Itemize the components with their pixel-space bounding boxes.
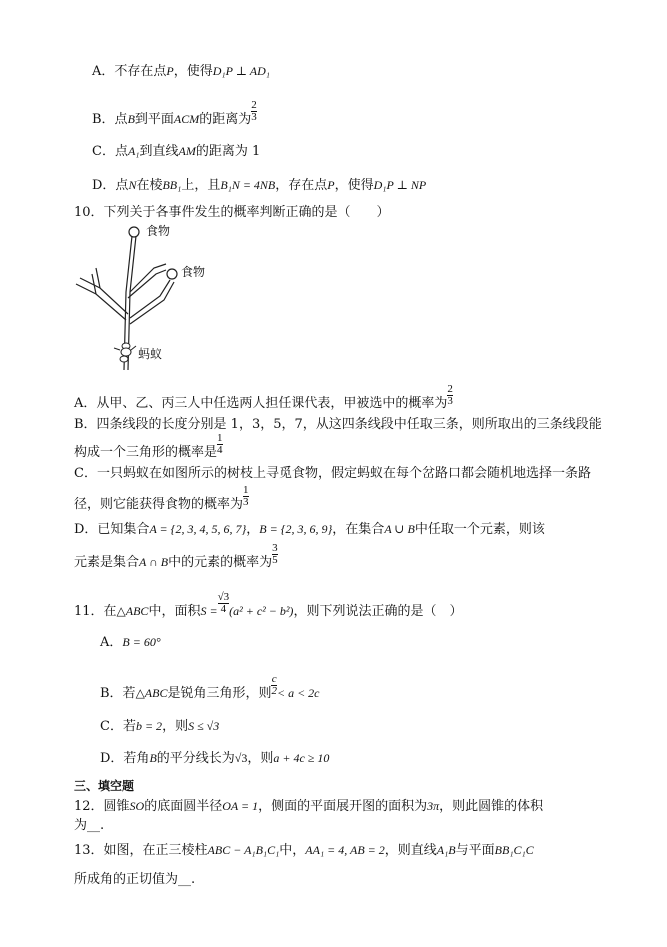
q11-option-a: A．B = 60° — [100, 635, 161, 650]
q10-option-a: A．从甲、乙、丙三人中任选两人担任课代表，甲被选中的概率为 $\frac{2}{3}$ — [74, 383, 453, 411]
fraction: $\frac{c}{2}$ — [271, 673, 277, 697]
fraction: $\frac{1}{4}$ — [217, 432, 223, 456]
q12-line1: 12．圆锥SO的底面圆半径OA = 1，侧面的平面展开图的面积为3π，则此圆锥的体积 — [74, 799, 544, 814]
q10-option-b-line1: B．四条线段的长度分别是 1，3，5，7，从这四条线段中任取三条，则所取出的三条线段能 — [74, 417, 602, 432]
q11-option-c: C．若b = 2，则S ≤ √3 — [100, 719, 220, 734]
food-label-right: 食物 — [181, 265, 206, 279]
q9-option-a: A．不存在点P，使得D₁P ⊥ AD₁ — [92, 64, 270, 79]
q10-option-c-line1: C．一只蚂蚁在如图所示的树枝上寻觅食物，假定蚂蚁在每个岔路口都会随机地选择一条路 — [74, 466, 591, 481]
q13-line2: 所成角的正切值为__. — [74, 872, 196, 887]
q11-stem: 11．在△ABC中，面积S = $\frac{√3}{4}$ (a² + c² − b²)，则下列说法正确的是（ ） — [74, 591, 463, 619]
q11-option-b: B．若△ABC是锐角三角形，则 $\frac{c}{2}$ < a < 2c — [100, 673, 320, 701]
fraction: $\frac{1}{3}$ — [243, 484, 249, 508]
ant-label: 蚂蚁 — [138, 347, 163, 361]
q9-option-c: C．点A₁到直线AM的距离为 1 — [92, 144, 261, 159]
q13-line1: 13．如图，在正三棱柱ABC − A₁B₁C₁中，AA₁ = 4, AB = 2，则直线A₁B与平面BB₁C₁C — [74, 843, 534, 858]
q10-option-c-line2: 径，则它能获得食物的概率为 $\frac{1}{3}$ — [74, 484, 249, 512]
q10-option-b-line2: 构成一个三角形的概率是 $\frac{1}{4}$ — [74, 432, 223, 460]
section-heading: 三、填空题 — [74, 779, 135, 793]
food-label-top: 食物 — [146, 224, 171, 238]
fraction: $\frac{2}{3}$ — [447, 383, 453, 407]
fraction: $\frac{√3}{4}$ — [217, 591, 230, 615]
fraction: $\frac{3}{5}$ — [272, 542, 278, 566]
q10-option-d-line1: D．已知集合A = {2, 3, 4, 5, 6, 7}，B = {2, 3, 6, 9}，在集合A ∪ B中任取一个元素，则该 — [74, 522, 545, 537]
q12-line2: 为__. — [74, 818, 105, 833]
q11-option-d: D．若角B的平分线长为√3，则a + 4c ≥ 10 — [100, 751, 330, 766]
fraction: $\frac{2}{3}$ — [251, 99, 257, 123]
q9-option-d: D．点N在棱BB₁上，且B₁N = 4NB，存在点P，使得D₁P ⊥ NP — [92, 178, 427, 193]
q9-option-b: B．点B到平面ACM的距离为 $\frac{2}{3}$ — [92, 99, 257, 127]
q10-stem: 10．下列关于各事件发生的概率判断正确的是（ ） — [74, 205, 390, 220]
q10-option-d-line2: 元素是集合A ∩ B中的元素的概率为 $\frac{3}{5}$ — [74, 542, 278, 570]
